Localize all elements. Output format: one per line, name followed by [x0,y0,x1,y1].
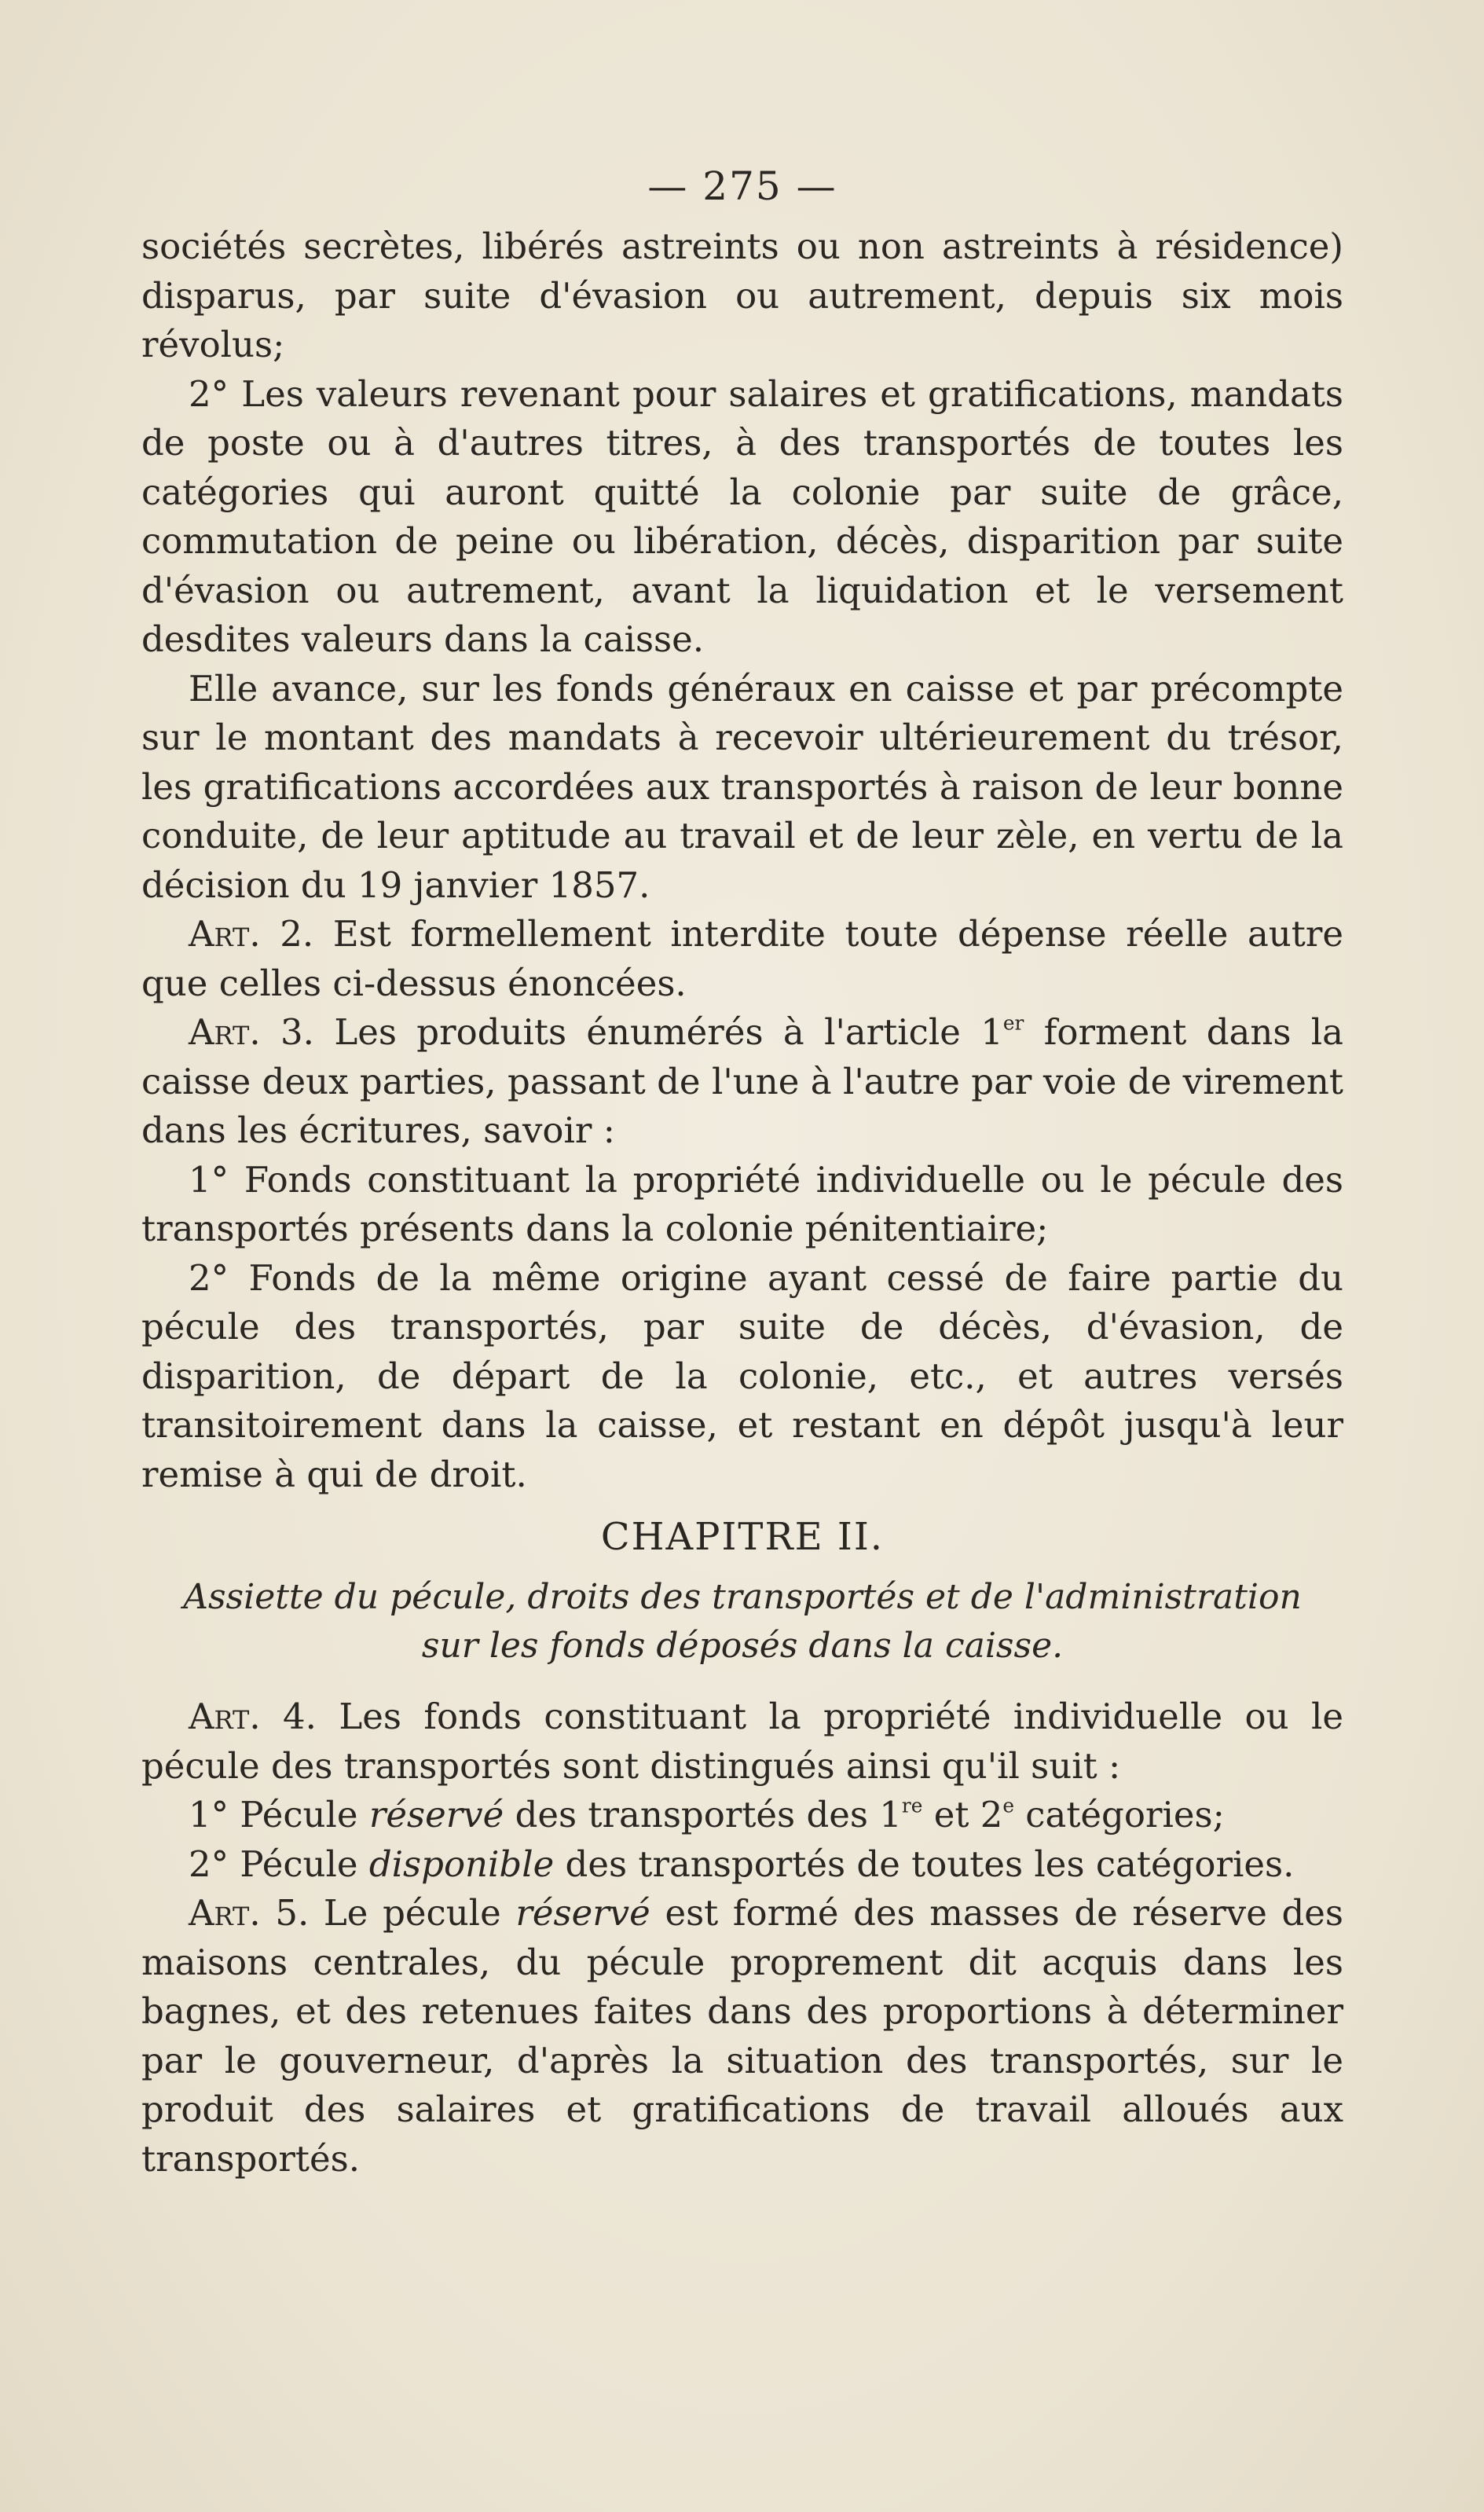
text-column [141,161,1343,2184]
article-4 [141,1692,1343,1791]
p6-sup-1: re [901,1794,923,1817]
chapter-subtitle [141,1573,1343,1670]
article-2 [141,910,1343,1008]
paragraph-funds-1: 1° Fonds constituant la propriété individuelle ou le pécule des transportés présents dans la colonie pénitentiaire; [141,1158,1343,1249]
article-3-label: Art. 3. [189,1011,314,1053]
article-3-text-a: Les produits énumérés à l'article 1 [313,1011,1003,1053]
article-3 [141,1008,1343,1156]
paragraph-disponible-pecule [141,1840,1343,1890]
article-5-text-a: Le pécule [309,1892,516,1934]
paragraph-continuation: sociétés secrètes, libérés astreints ou non astreints à résidence) disparus, par suite d'évasion ou autrement, depuis six mois révolus; [141,226,1343,365]
paragraph-item-2: 2° Les valeurs revenant pour salaires et gratifications, mandats de poste ou à d'autres titres, à des transportés de toutes les catégories qui auront quitté la colonie par suite de grâce, commutation de peine ou libération, décès, disparition par suite d'évasion ou autrement, avant la liquidation et le versement desdites valeurs dans la caisse. [141,372,1343,660]
article-5-text-b: est formé des masses de réserve des maisons centrales, du pécule proprement dit acquis dans les bagnes, et des retenues faites dans des proportions à déterminer par le gouverneur, d'après la situation des transportés, sur le produit des salaires et gratifications de travail alloués aux transportés. [141,1892,1343,2180]
p6-part-b: des transportés des 1 [504,1794,902,1835]
article-5 [141,1889,1343,2184]
article-5-italic: réservé [515,1892,650,1934]
article-2-text: Est formellement interdite toute dépense réelle autre que celles ci-dessus énoncées. [141,913,1343,1004]
p6-part-c: et 2 [922,1794,1003,1835]
page-number: — 275 — [647,163,837,209]
p7-part-b: des transportés de toutes les catégories. [554,1843,1295,1885]
p7-part-a: 2° Pécule [189,1843,369,1885]
p6-part-a: 1° Pécule [189,1794,369,1835]
paragraph-funds-2: 2° Fonds de la même origine ayant cessé de faire partie du pécule des transportés, par suite de décès, d'évasion, de disparition, de départ de la colonie, etc., et autres versés transitoirement dans la caisse, et restant en dépôt jusqu'à leur remise à qui de droit. [141,1256,1343,1495]
p6-italic: réservé [368,1794,504,1835]
paragraph-advance: Elle avance, sur les fonds généraux en caisse et par précompte sur le montant des mandats à recevoir ultérieurement du trésor, les gratifications accordées aux transportés à raison de leur bonne conduite, de leur aptitude au travail et de leur zèle, en vertu de la décision du 19 janvier 1857. [141,667,1343,906]
paragraph-reserve-pecule [141,1791,1343,1840]
chapter-subtitle-line-1: Assiette du pécule, droits des transportés et de l'administration [183,1577,1302,1617]
article-2-label: Art. 2. [189,913,314,955]
p7-italic: disponible [368,1843,555,1885]
article-4-label: Art. 4. [189,1696,317,1737]
article-5-label: Art. 5. [189,1892,310,1934]
article-4-text: Les fonds constituant la propriété individuelle ou le pécule des transportés sont distingués ainsi qu'il suit : [141,1696,1343,1787]
chapter-subtitle-line-2: sur les fonds déposés dans la caisse. [421,1626,1064,1666]
p6-sup-2: e [1002,1794,1014,1817]
p6-part-d: catégories; [1014,1794,1225,1835]
article-3-sup: er [1002,1011,1024,1035]
article-3-text-b: forment dans la caisse deux parties, passant de l'une à l'autre par voie de virement dans les écritures, savoir : [141,1011,1343,1151]
chapter-title: CHAPITRE II. [600,1515,885,1559]
